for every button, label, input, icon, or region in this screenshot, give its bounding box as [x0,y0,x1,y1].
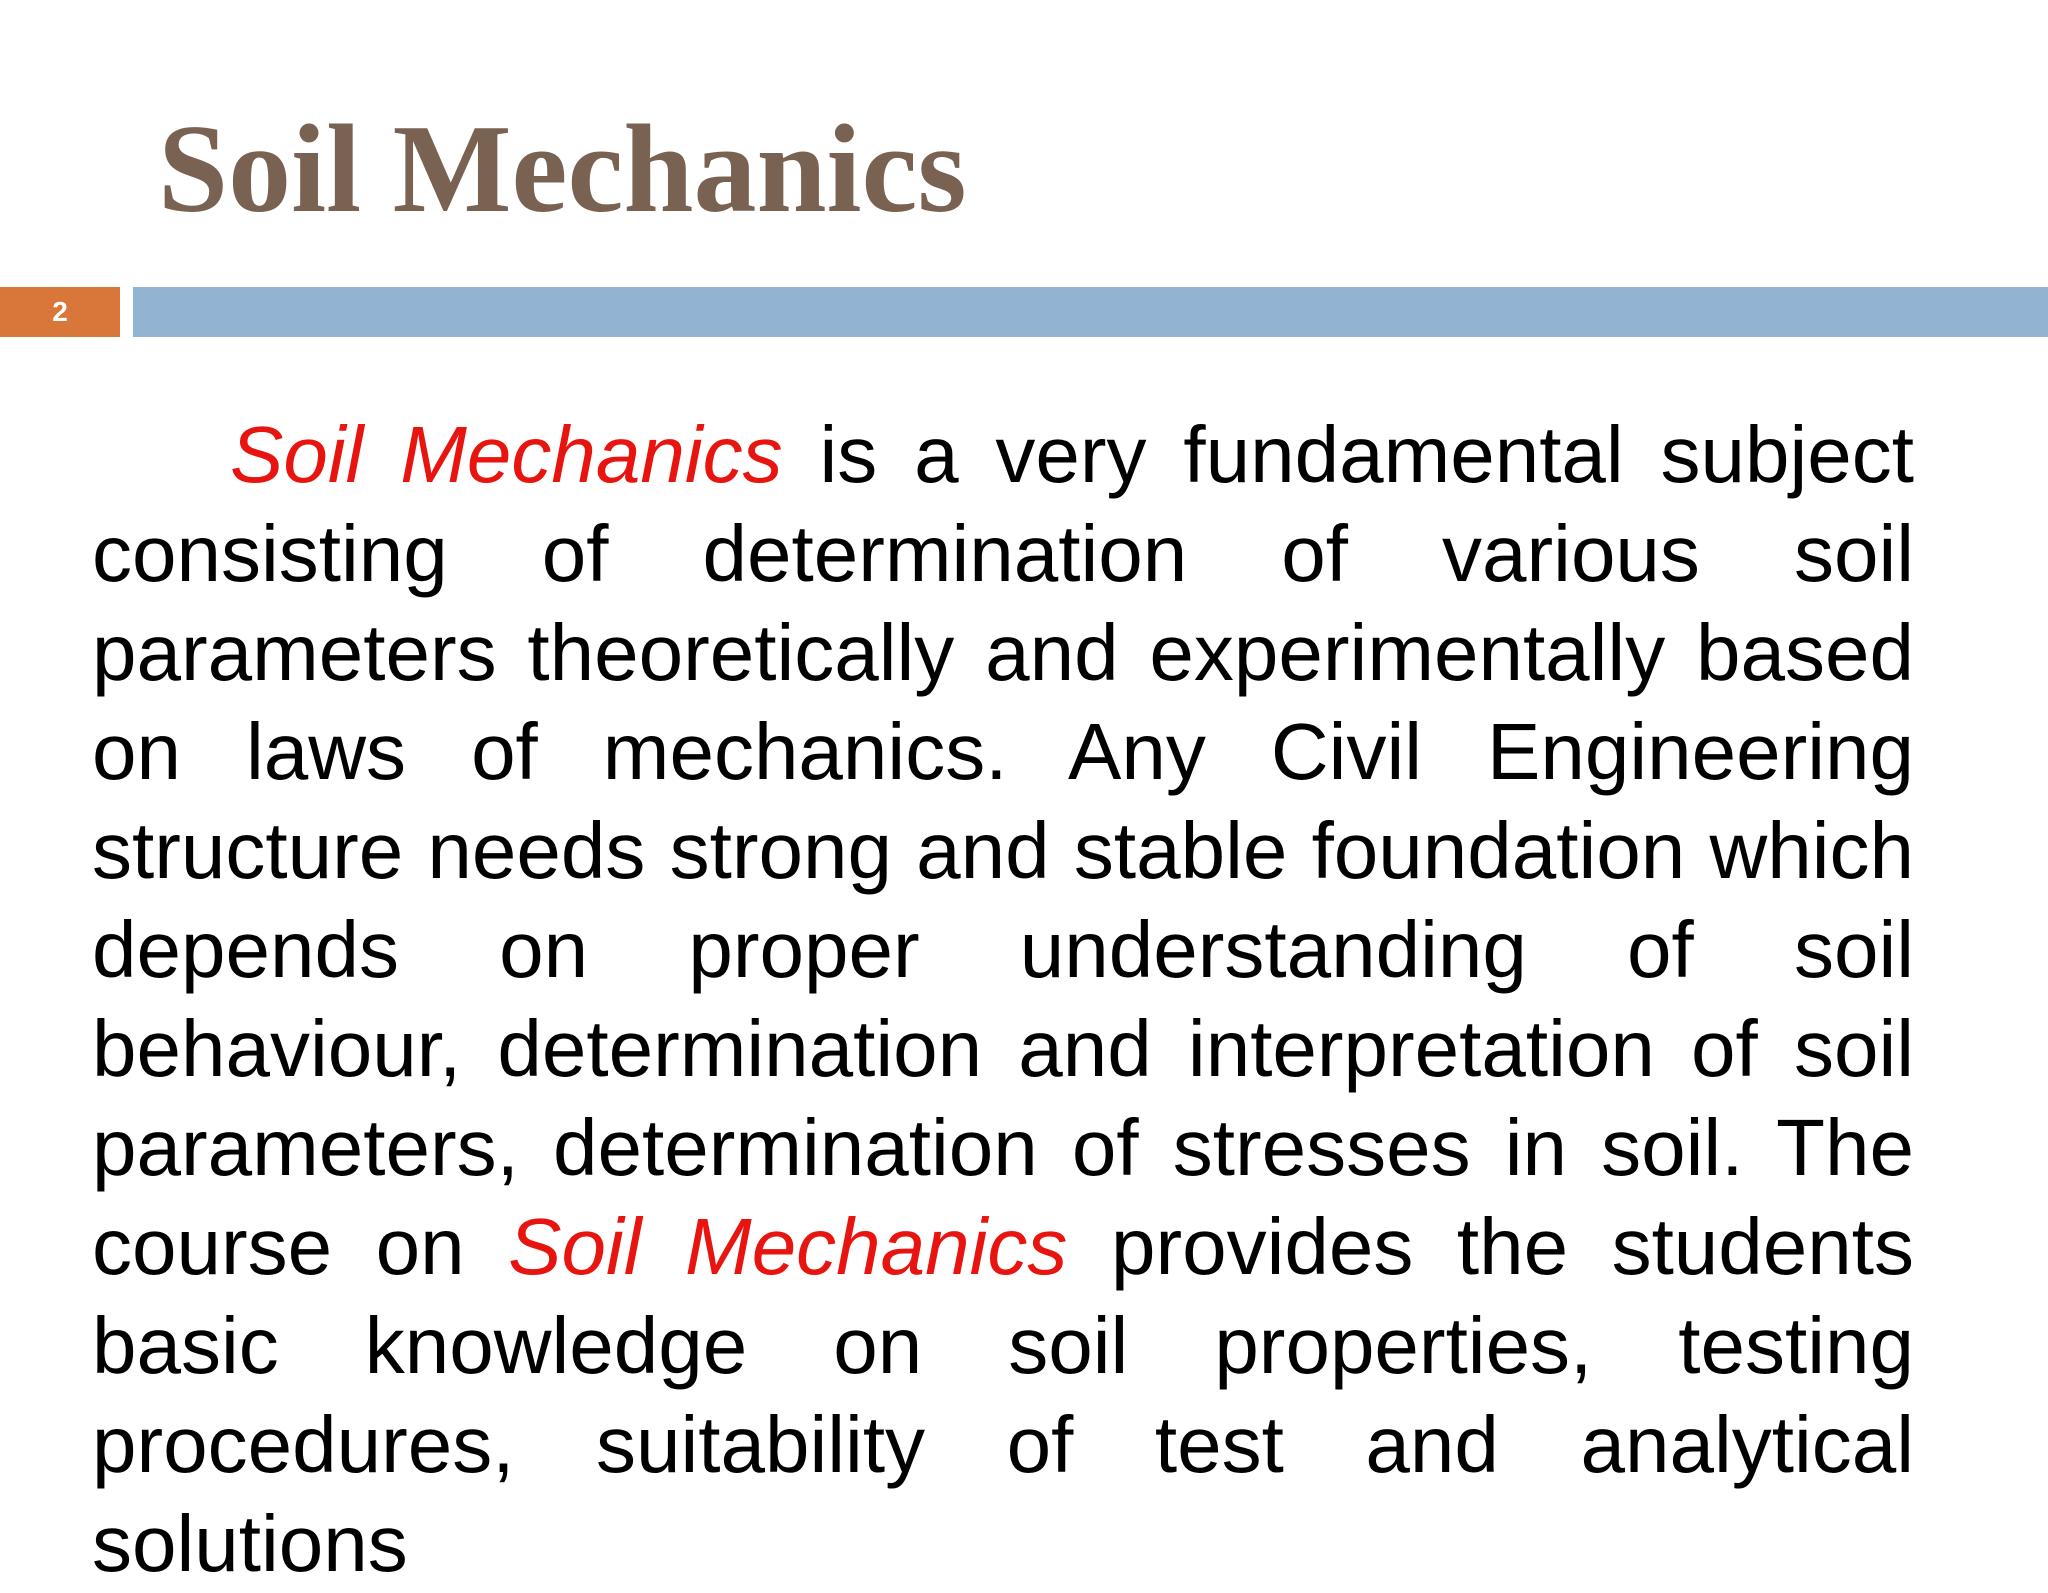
page-number-badge [0,287,120,337]
body-text-segment: is a very fundamental subject consisting of determination of various soil parameters theoretically and experimentally based on laws of mechanics. Any Civil Engineering structure needs strong and stable foundation which depends on proper understanding of soil behaviour, determination and interpretation of soil parameters, determination of stresses in soil. The course on [92,410,1914,1291]
slide-title: Soil Mechanics [158,100,967,239]
emphasis-term: Soil Mechanics [508,1202,1068,1291]
page-number: 2 [52,296,68,327]
body-text-segment: provides the students basic knowledge on soil properties, testing procedures, suitability of test and analytical solutions [92,1202,1914,1588]
header-rule-bar [133,287,2048,337]
emphasis-term: Soil Mechanics [230,410,783,499]
body-paragraph [92,405,1914,1593]
